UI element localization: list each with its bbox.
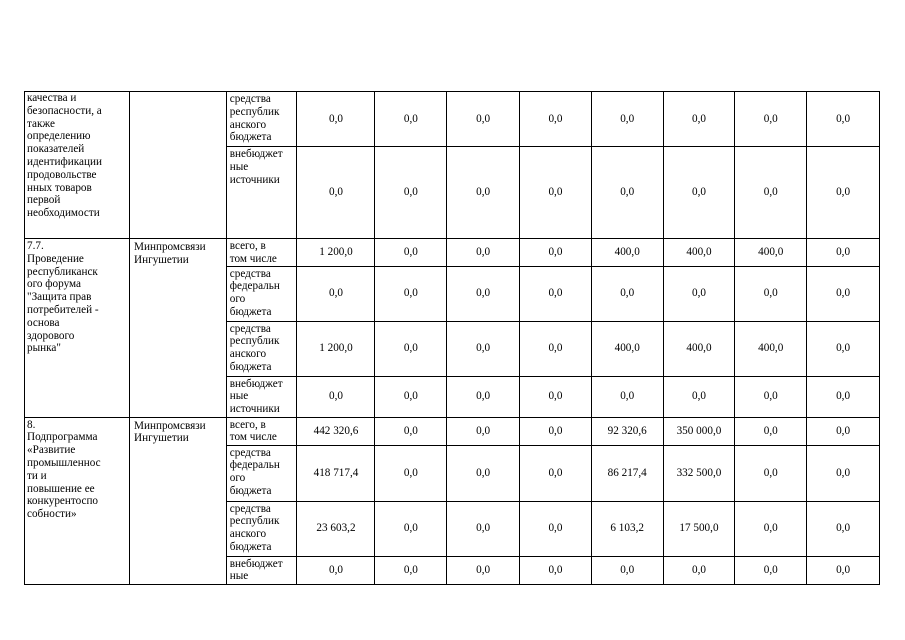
value-cell: 0,0 (807, 92, 880, 147)
value-cell: 0,0 (807, 556, 880, 584)
budget-table (24, 91, 880, 585)
value-cell: 0,0 (297, 92, 375, 147)
value-cell: 1 200,0 (297, 321, 375, 376)
funding-source-cell: внебюджет ные (226, 556, 297, 584)
executor-cell: Минпромсвязи Ингушетии (130, 239, 227, 418)
value-cell: 0,0 (591, 147, 663, 239)
value-cell: 0,0 (807, 239, 880, 267)
value-cell: 0,0 (663, 376, 735, 417)
value-cell: 0,0 (520, 556, 592, 584)
value-cell: 0,0 (735, 376, 807, 417)
value-cell: 0,0 (297, 376, 375, 417)
funding-source-cell: внебюджет ные источники (226, 147, 297, 239)
value-cell: 0,0 (807, 321, 880, 376)
value-cell: 0,0 (520, 147, 592, 239)
value-cell: 6 103,2 (591, 501, 663, 556)
item-name-cell: 8. Подпрограмма «Развитие промышленнос ти и повышение ее конкурентоспо собности» (25, 417, 130, 584)
value-cell: 0,0 (735, 445, 807, 501)
value-cell: 0,0 (735, 556, 807, 584)
value-cell: 1 200,0 (297, 239, 375, 267)
value-cell: 0,0 (520, 266, 592, 321)
value-cell: 0,0 (663, 266, 735, 321)
value-cell: 0,0 (807, 266, 880, 321)
value-cell: 0,0 (297, 147, 375, 239)
value-cell: 400,0 (663, 321, 735, 376)
value-cell: 0,0 (520, 445, 592, 501)
funding-source-cell: внебюджет ные источники (226, 376, 297, 417)
value-cell: 86 217,4 (591, 445, 663, 501)
value-cell: 400,0 (591, 239, 663, 267)
executor-cell: Минпромсвязи Ингушетии (130, 417, 227, 584)
value-cell: 0,0 (447, 556, 520, 584)
value-cell: 442 320,6 (297, 417, 375, 445)
value-cell: 0,0 (447, 147, 520, 239)
value-cell: 0,0 (520, 376, 592, 417)
value-cell: 0,0 (520, 501, 592, 556)
value-cell: 0,0 (591, 376, 663, 417)
value-cell: 0,0 (375, 445, 447, 501)
value-cell: 0,0 (375, 376, 447, 417)
value-cell: 0,0 (663, 92, 735, 147)
value-cell: 0,0 (447, 417, 520, 445)
funding-source-cell: всего, в том числе (226, 239, 297, 267)
value-cell: 0,0 (591, 92, 663, 147)
table-row (25, 92, 880, 147)
value-cell: 0,0 (520, 239, 592, 267)
value-cell: 0,0 (447, 376, 520, 417)
value-cell: 17 500,0 (663, 501, 735, 556)
value-cell: 0,0 (807, 445, 880, 501)
value-cell: 0,0 (297, 556, 375, 584)
value-cell: 0,0 (735, 501, 807, 556)
funding-source-cell: средства федеральн ого бюджета (226, 266, 297, 321)
value-cell: 92 320,6 (591, 417, 663, 445)
value-cell: 0,0 (447, 501, 520, 556)
value-cell: 332 500,0 (663, 445, 735, 501)
value-cell: 418 717,4 (297, 445, 375, 501)
value-cell: 400,0 (735, 321, 807, 376)
funding-source-cell: средства республик анского бюджета (226, 501, 297, 556)
value-cell: 400,0 (735, 239, 807, 267)
value-cell: 0,0 (807, 147, 880, 239)
item-name-cell: качества и безопасности, а также определению показателей идентификации продовольстве нных товаров первой необходимости (25, 92, 130, 239)
value-cell: 0,0 (591, 556, 663, 584)
value-cell: 0,0 (807, 501, 880, 556)
funding-source-cell: средства республик анского бюджета (226, 321, 297, 376)
value-cell: 0,0 (663, 147, 735, 239)
table-row (25, 239, 880, 267)
value-cell: 0,0 (447, 445, 520, 501)
executor-cell (130, 92, 227, 239)
value-cell: 0,0 (447, 266, 520, 321)
value-cell: 0,0 (375, 92, 447, 147)
value-cell: 0,0 (591, 266, 663, 321)
value-cell: 0,0 (447, 92, 520, 147)
value-cell: 0,0 (735, 417, 807, 445)
value-cell: 0,0 (520, 417, 592, 445)
value-cell: 0,0 (375, 147, 447, 239)
funding-source-cell: средства федеральн ого бюджета (226, 445, 297, 501)
value-cell: 350 000,0 (663, 417, 735, 445)
table-row (25, 417, 880, 445)
value-cell: 0,0 (375, 266, 447, 321)
value-cell: 0,0 (375, 239, 447, 267)
value-cell: 0,0 (447, 321, 520, 376)
value-cell: 0,0 (520, 92, 592, 147)
value-cell: 0,0 (520, 321, 592, 376)
value-cell: 0,0 (375, 417, 447, 445)
value-cell: 0,0 (447, 239, 520, 267)
value-cell: 0,0 (807, 376, 880, 417)
value-cell: 0,0 (375, 321, 447, 376)
value-cell: 0,0 (375, 501, 447, 556)
value-cell: 0,0 (735, 92, 807, 147)
value-cell: 0,0 (297, 266, 375, 321)
funding-source-cell: средства республик анского бюджета (226, 92, 297, 147)
value-cell: 0,0 (807, 417, 880, 445)
value-cell: 400,0 (591, 321, 663, 376)
funding-source-cell: всего, в том числе (226, 417, 297, 445)
value-cell: 0,0 (663, 556, 735, 584)
value-cell: 0,0 (375, 556, 447, 584)
value-cell: 400,0 (663, 239, 735, 267)
value-cell: 0,0 (735, 147, 807, 239)
value-cell: 23 603,2 (297, 501, 375, 556)
item-name-cell: 7.7. Проведение республиканск ого форума "Защита прав потребителей - основа здорового рынка" (25, 239, 130, 418)
value-cell: 0,0 (735, 266, 807, 321)
